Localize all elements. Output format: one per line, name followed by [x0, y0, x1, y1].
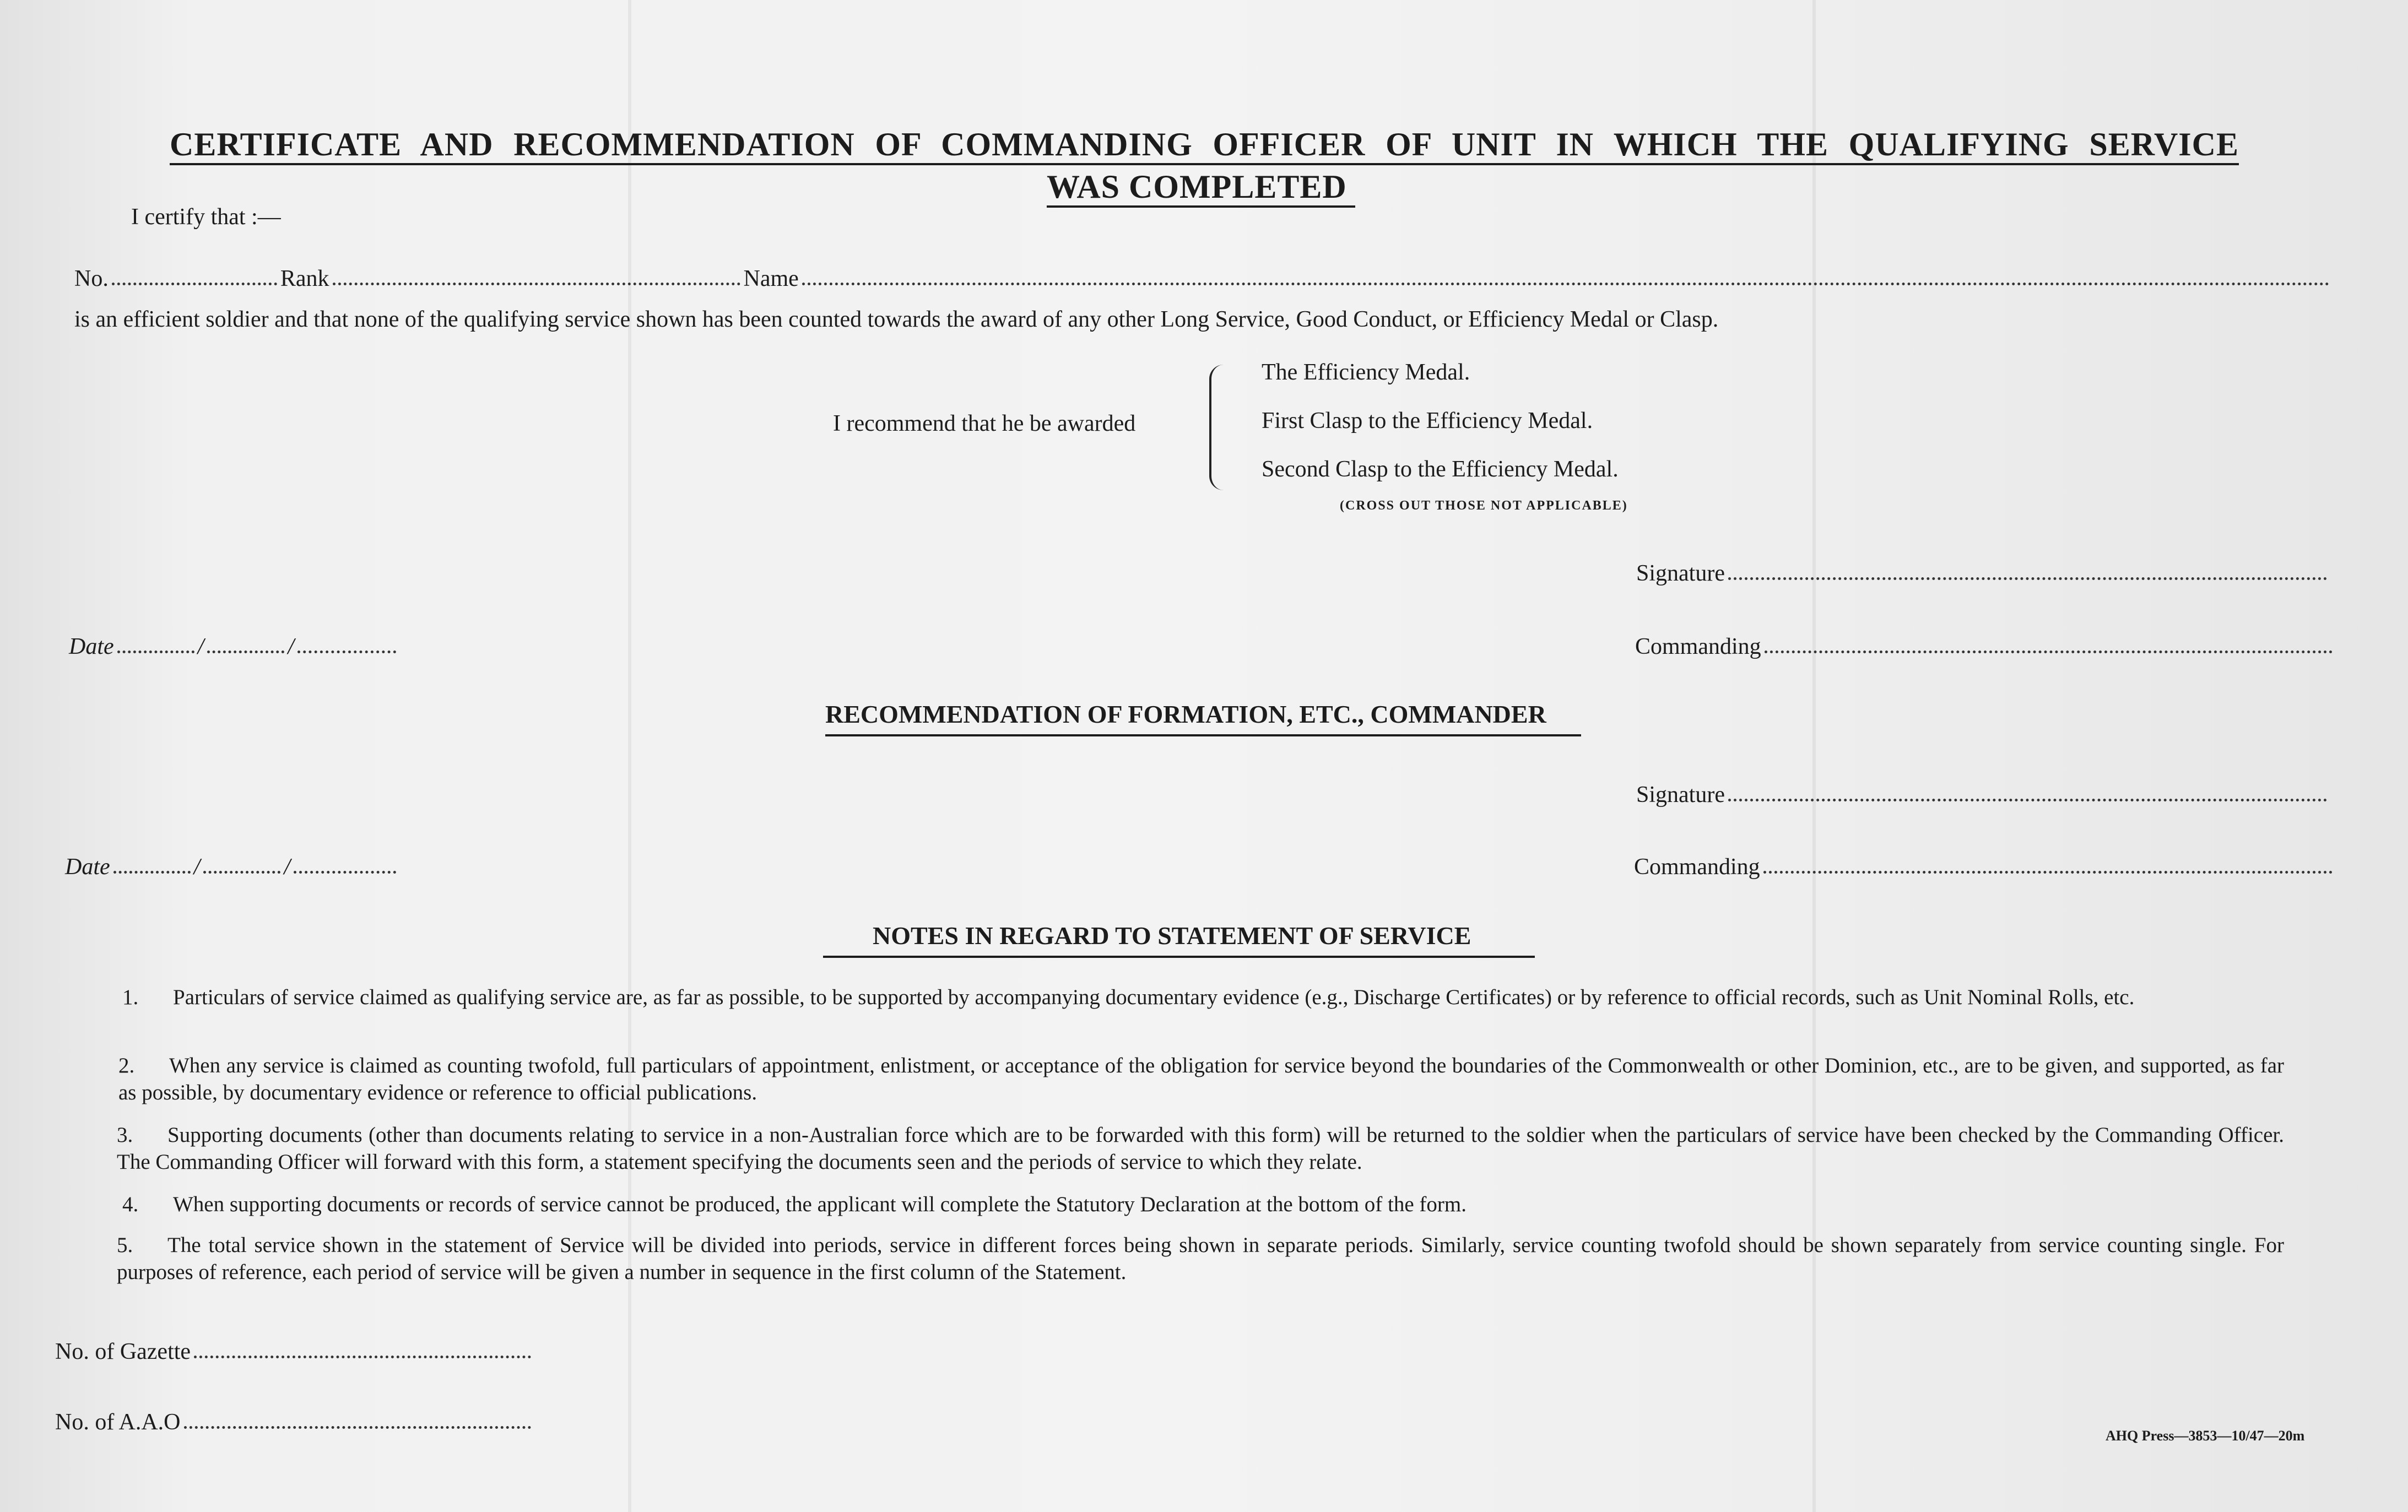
date-year-field[interactable] [294, 871, 396, 874]
commanding-label: Commanding [1635, 634, 1761, 659]
note-2: 2. When any service is claimed as counting twofold, full particulars of appointment, enlistment, or acceptance of the obligation for service beyond the boundaries of the Commonwealth or other Dominion, etc., are to be given, and supported, as far as possible, by documentary evidence or reference to official publications. [118, 1054, 2284, 1104]
efficient-statement: is an efficient soldier and that none of the qualifying service shown has been counted towards the award of any other Long Service, Good Conduct, or Efficiency Medal or Clasp. [74, 307, 1719, 332]
no-field[interactable] [112, 283, 277, 285]
formation-commanding-row [1634, 847, 2336, 880]
signature-label: Signature [1636, 561, 1725, 586]
soldier-details-row [74, 259, 2333, 292]
date-month-field[interactable] [203, 871, 280, 874]
notes-heading: NOTES IN REGARD TO STATEMENT OF SERVICE [873, 922, 1471, 950]
recommend-text: I recommend that he be awarded [833, 411, 1136, 436]
co-commanding-field[interactable] [1765, 651, 2333, 653]
name-label: Name [743, 266, 799, 291]
rank-label: Rank [280, 266, 329, 291]
press-mark: AHQ Press—3853—10/47—20m [2106, 1428, 2305, 1444]
cross-out-note: (CROSS OUT THOSE NOT APPLICABLE) [1340, 498, 1628, 513]
co-date-row [69, 627, 399, 660]
date-day-field[interactable] [117, 651, 194, 653]
form-title-line1: CERTIFICATE AND RECOMMENDATION OF COMMANDING OFFICER OF UNIT IN WHICH THE QUALIFYING SERVICE [170, 126, 2239, 162]
note-4: 4. When supporting documents or records of service cannot be produced, the applicant will complete the Statutory Declaration at the bottom of the form. [122, 1193, 1467, 1216]
gazette-label: No. of Gazette [55, 1339, 191, 1364]
date-separator: / [288, 634, 294, 659]
certify-text: I certify that :— [131, 204, 281, 230]
date-day-field[interactable] [113, 871, 191, 874]
rank-field[interactable] [333, 283, 740, 285]
formation-heading: RECOMMENDATION OF FORMATION, ETC., COMMANDER [825, 700, 1546, 728]
signature-label: Signature [1636, 782, 1725, 808]
award-option-medal[interactable]: The Efficiency Medal. [1262, 360, 1470, 385]
aao-row [55, 1402, 534, 1435]
co-signature-row [1636, 554, 2330, 587]
no-label: No. [74, 266, 109, 291]
co-signature-field[interactable] [1728, 577, 2327, 580]
formation-signature-row [1636, 775, 2330, 808]
formation-underline [825, 734, 1581, 736]
date-separator: / [193, 854, 201, 880]
form-title-line2: WAS COMPLETED [1047, 169, 1347, 205]
co-commanding-row [1635, 627, 2336, 660]
note-5: 5. The total service shown in the statement of Service will be divided into periods, service in different forces being shown in separate periods. Similarly, service counting twofold should be shown separately from service counting single. For purposes of reference, each period of service will be given a number in sequence in the first column of the Statement. [117, 1233, 2284, 1284]
gazette-field[interactable] [194, 1356, 531, 1358]
title-underline [170, 163, 2239, 165]
award-option-second-clasp[interactable]: Second Clasp to the Efficiency Medal. [1262, 457, 1619, 482]
date-separator: / [197, 634, 204, 659]
notes-underline [823, 956, 1535, 958]
date-separator: / [284, 854, 290, 880]
date-label: Date [69, 634, 114, 659]
name-field[interactable] [802, 283, 2330, 285]
aao-label: No. of A.A.O [55, 1410, 181, 1435]
commanding-label: Commanding [1634, 854, 1760, 880]
aao-field[interactable] [184, 1426, 532, 1429]
date-year-field[interactable] [297, 651, 396, 653]
date-label: Date [65, 854, 110, 880]
date-month-field[interactable] [207, 651, 284, 653]
formation-signature-field[interactable] [1728, 799, 2327, 801]
formation-commanding-field[interactable] [1763, 871, 2333, 874]
note-1: 1. Particulars of service claimed as qualifying service are, as far as possible, to be supported by accompanying documentary evidence (e.g., Discharge Certificates) or by reference to official records, such as Unit Nominal Rolls, etc. [122, 985, 2135, 1009]
formation-date-row [65, 847, 399, 880]
note-3: 3. Supporting documents (other than documents relating to service in a non-Australian force which are to be forwarded with this form) will be returned to the soldier when the particulars of service have been checked by the Commanding Officer. The Commanding Officer will forward with this form, a statement specifying the documents seen and the periods of service to which they relate. [117, 1123, 2284, 1174]
award-option-first-clasp[interactable]: First Clasp to the Efficiency Medal. [1262, 408, 1593, 433]
options-brace [1209, 365, 1225, 490]
gazette-row [55, 1332, 534, 1365]
title-underline [1047, 205, 1355, 208]
